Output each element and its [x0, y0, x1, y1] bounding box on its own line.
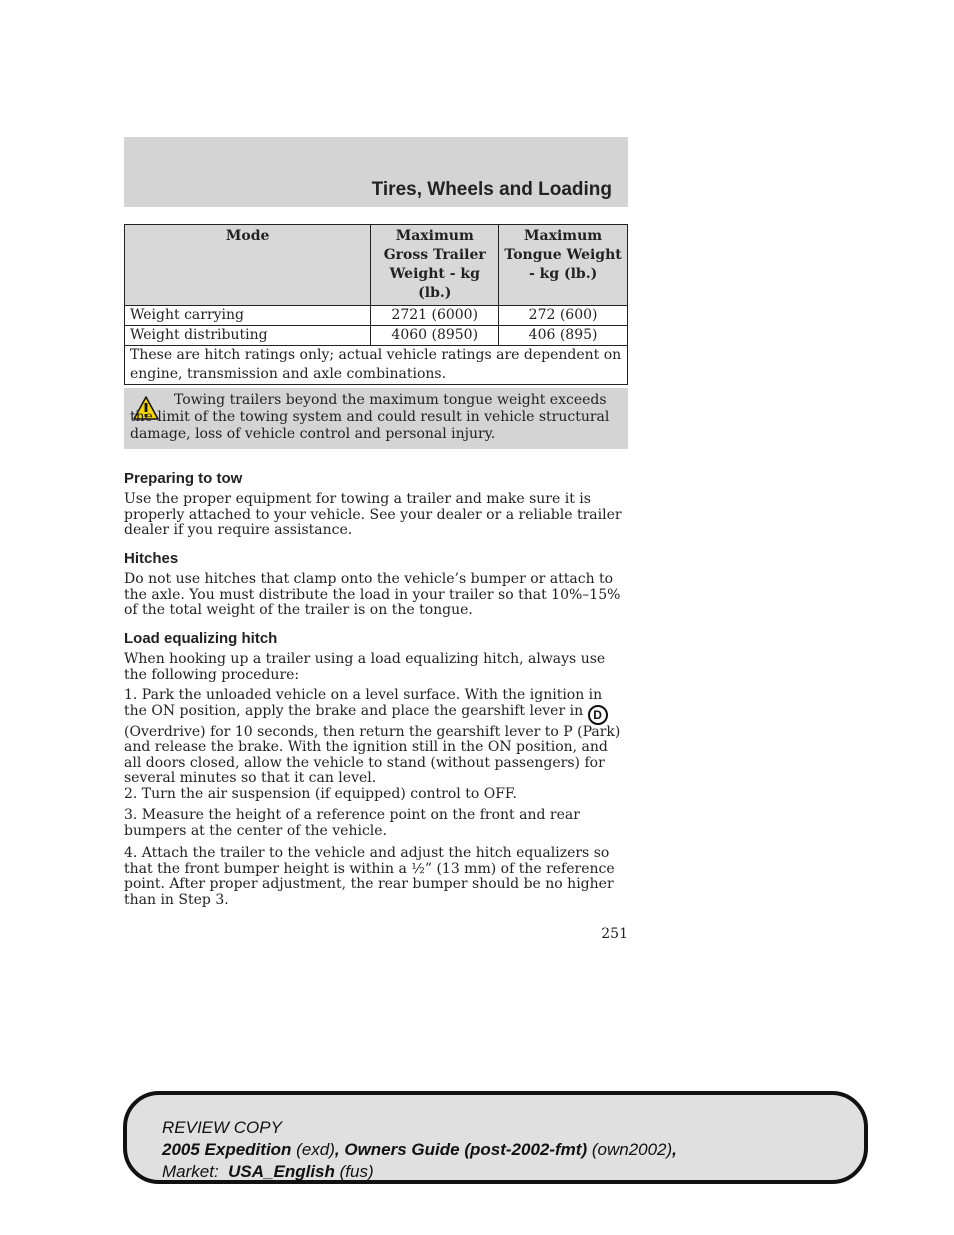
- section-preparing-to-tow: [124, 470, 628, 539]
- section-body: When hooking up a trailer using a load equalizing hitch, always use the following procedure:: [124, 651, 606, 683]
- footer-model: 2005 Expedition: [162, 1140, 292, 1159]
- section-heading: Load equalizing hitch: [124, 630, 278, 647]
- section-body: Do not use hitches that clamp onto the vehicle’s bumper or attach to the axle. You must distribute the load in your trailer so that 10%–15% of the total weight of the trailer is on the tongue.: [124, 571, 621, 618]
- footer-text: [162, 1117, 842, 1183]
- table-header-gross-trailer-weight: Maximum Gross Trailer Weight - kg (lb.): [371, 225, 499, 306]
- procedure-step-3: 3. Measure the height of a reference point on the front and rear bumpers at the center of the vehicle.: [124, 807, 580, 839]
- section-header-band: [124, 137, 628, 207]
- footer-comma: ,: [672, 1140, 677, 1159]
- procedure-step-1: [124, 688, 628, 787]
- footer-guide-code: (own2002): [591, 1140, 673, 1159]
- footer-market-label: Market:: [162, 1162, 219, 1181]
- step-1-text-before: 1. Park the unloaded vehicle on a level surface. With the ignition in the ON position, apply the brake and place the gearshift lever in: [124, 687, 603, 719]
- table-cell-mode: Weight carrying: [125, 306, 371, 326]
- warning-text: Towing trailers beyond the maximum tongue weight exceeds the limit of the towing system and could result in vehicle structural damage, loss of vehicle control and personal injury.: [130, 392, 610, 442]
- table-header-tongue-weight: Maximum Tongue Weight - kg (lb.): [499, 225, 628, 306]
- footer-guide: , Owners Guide (post-2002-fmt): [334, 1140, 588, 1159]
- table-row: [125, 306, 628, 326]
- table-header-mode: Mode: [125, 225, 371, 306]
- section-hitches: [124, 550, 628, 619]
- table-cell-tongue-weight: 272 (600): [499, 306, 628, 326]
- footer-review-label: REVIEW COPY: [162, 1118, 282, 1137]
- procedure-step-4: 4. Attach the trailer to the vehicle and adjust the hitch equalizers so that the front bumper height is within a ½” (13 mm) of the reference point. After proper adjustment, the rear bumper should be no higher than in Step 3.: [124, 845, 615, 908]
- warning-box: [124, 388, 628, 449]
- step-1-text-after: (Overdrive) for 10 seconds, then return the gearshift lever to P (Park) and release the brake. With the ignition still in the ON position, and all doors closed, allow the vehicle to stand (without passengers) for several minutes so that it can level.: [124, 723, 621, 786]
- footer-market: USA_English: [228, 1162, 335, 1181]
- section-body: Use the proper equipment for towing a trailer and make sure it is properly attached to your vehicle. See your dealer or a reliable trailer dealer if you require assistance.: [124, 491, 622, 538]
- section-load-equalizing-hitch: [124, 630, 628, 683]
- table-cell-tongue-weight: 406 (895): [499, 326, 628, 346]
- table-cell-mode: Weight distributing: [125, 326, 371, 346]
- table-cell-gross-weight: 2721 (6000): [371, 306, 499, 326]
- table-header-row: [125, 225, 628, 306]
- overdrive-d-icon: D: [588, 705, 608, 725]
- section-heading: Preparing to tow: [124, 470, 243, 487]
- towing-capacity-table: [124, 224, 628, 385]
- page-title: Tires, Wheels and Loading: [371, 179, 612, 200]
- footer-model-code: (exd): [296, 1140, 335, 1159]
- procedure-step-2: 2. Turn the air suspension (if equipped) control to OFF.: [124, 786, 517, 802]
- table-note: These are hitch ratings only; actual vehicle ratings are dependent on engine, transmission and axle combinations.: [125, 346, 628, 385]
- table-cell-gross-weight: 4060 (8950): [371, 326, 499, 346]
- page-number: 251: [601, 926, 628, 942]
- table-row: [125, 326, 628, 346]
- section-heading: Hitches: [124, 550, 179, 567]
- table-note-row: [125, 346, 628, 385]
- footer-market-code: (fus): [339, 1162, 374, 1181]
